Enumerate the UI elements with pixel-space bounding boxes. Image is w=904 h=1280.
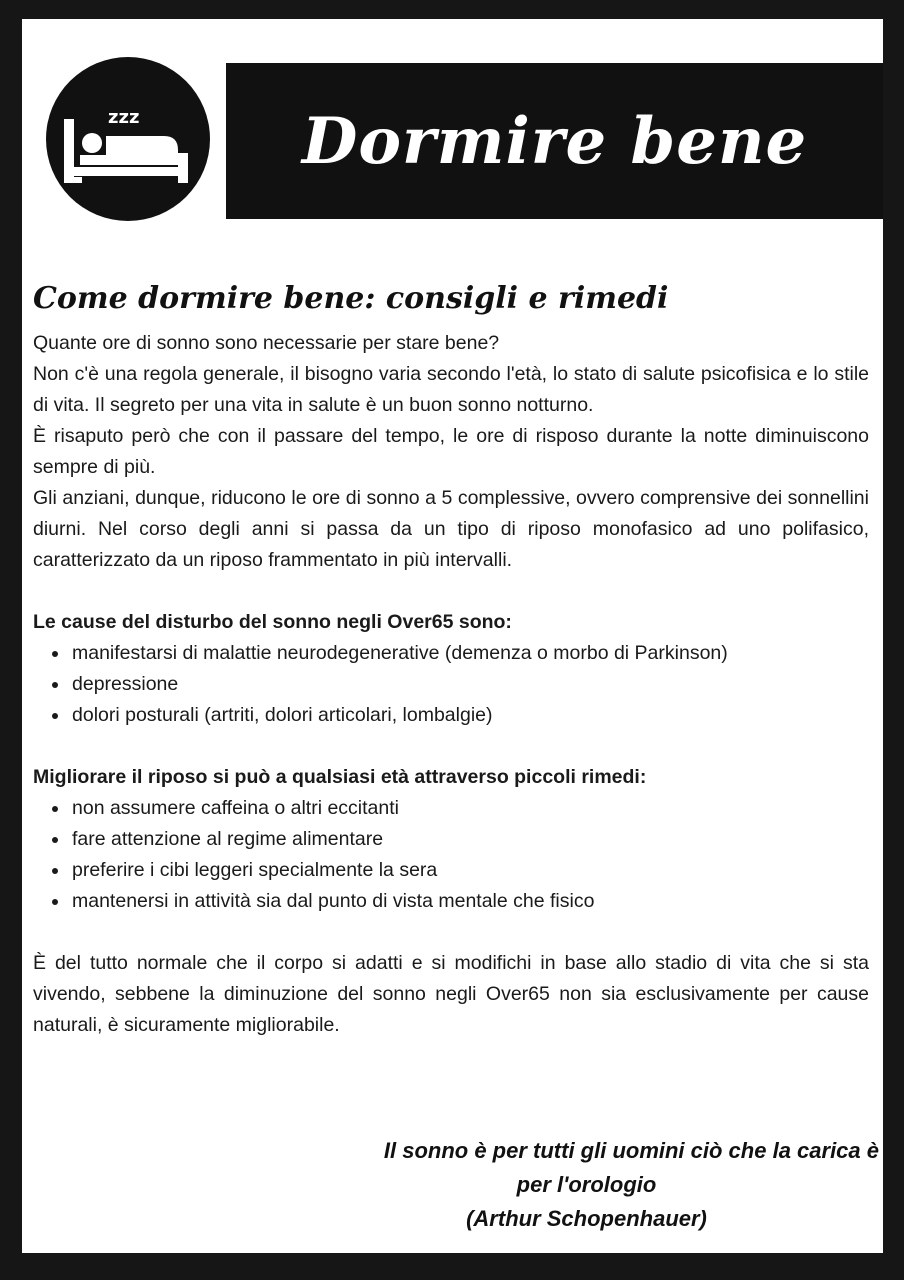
- conclusion-paragraph: È del tutto normale che il corpo si adatti e si modifichi in base allo stadio di vita che si sta vivendo, sebbene la diminuzione del sonno negli Over65 non sia esclusivamente per cause naturali, è sicuramente migliorabile.: [33, 952, 869, 1036]
- intro-paragraph-2: Non c'è una regola generale, il bisogno varia secondo l'età, lo stato di salute psicofisica e lo stile di vita. Il segreto per una vita in salute è un buon sonno notturno.: [33, 363, 869, 416]
- quote-line-1: Il sonno è per tutti gli uomini ciò che la carica è: [383, 1138, 879, 1163]
- logo-zzz-text: zzz: [108, 107, 140, 128]
- section-heading: Come dormire bene: consigli e rimedi: [33, 281, 669, 316]
- poster-page: [22, 19, 883, 1253]
- remedies-list: [33, 793, 869, 917]
- list-item: • dolori posturali (artriti, dolori articolari, lombalgie): [70, 700, 869, 731]
- spacer: [33, 731, 869, 762]
- intro-paragraph-1: Quante ore di sonno sono necessarie per stare bene?: [33, 332, 500, 354]
- intro-paragraph-4: Gli anziani, dunque, riducono le ore di sonno a 5 complessive, ovvero comprensive dei sonnellini diurni. Nel corso degli anni si passa da un tipo di riposo monofasico ad uno polifasico, caratterizzato da un riposo frammentato in più intervalli.: [33, 487, 869, 571]
- article-body: [33, 281, 869, 1041]
- sleeping-bed-icon: [46, 57, 210, 221]
- spacer: [33, 917, 869, 948]
- causes-title: Le cause del disturbo del sonno negli Over65 sono:: [33, 611, 512, 633]
- page-title: Dormire bene: [301, 103, 808, 179]
- logo-circle: [46, 57, 210, 221]
- list-item: • preferire i cibi leggeri specialmente la sera: [70, 855, 869, 886]
- intro-paragraph-3: È risaputo però che con il passare del tempo, le ore di risposo durante la notte diminuiscono sempre di più.: [33, 425, 869, 478]
- list-item: • depressione: [70, 669, 869, 700]
- title-bar: [226, 63, 883, 219]
- spacer: [33, 576, 869, 607]
- quote-line-2: per l'orologio: [516, 1172, 657, 1197]
- list-item: • non assumere caffeina o altri eccitanti: [70, 793, 869, 824]
- quote-author: (Arthur Schopenhauer): [466, 1206, 707, 1231]
- remedies-title: Migliorare il riposo si può a qualsiasi età attraverso piccoli rimedi:: [33, 766, 647, 788]
- list-item: • mantenersi in attività sia dal punto di vista mentale che fisico: [70, 886, 869, 917]
- quote-block: [302, 1134, 879, 1236]
- list-item: • fare attenzione al regime alimentare: [70, 824, 869, 855]
- list-item: • manifestarsi di malattie neurodegenerative (demenza o morbo di Parkinson): [70, 638, 869, 669]
- causes-list: [33, 638, 869, 731]
